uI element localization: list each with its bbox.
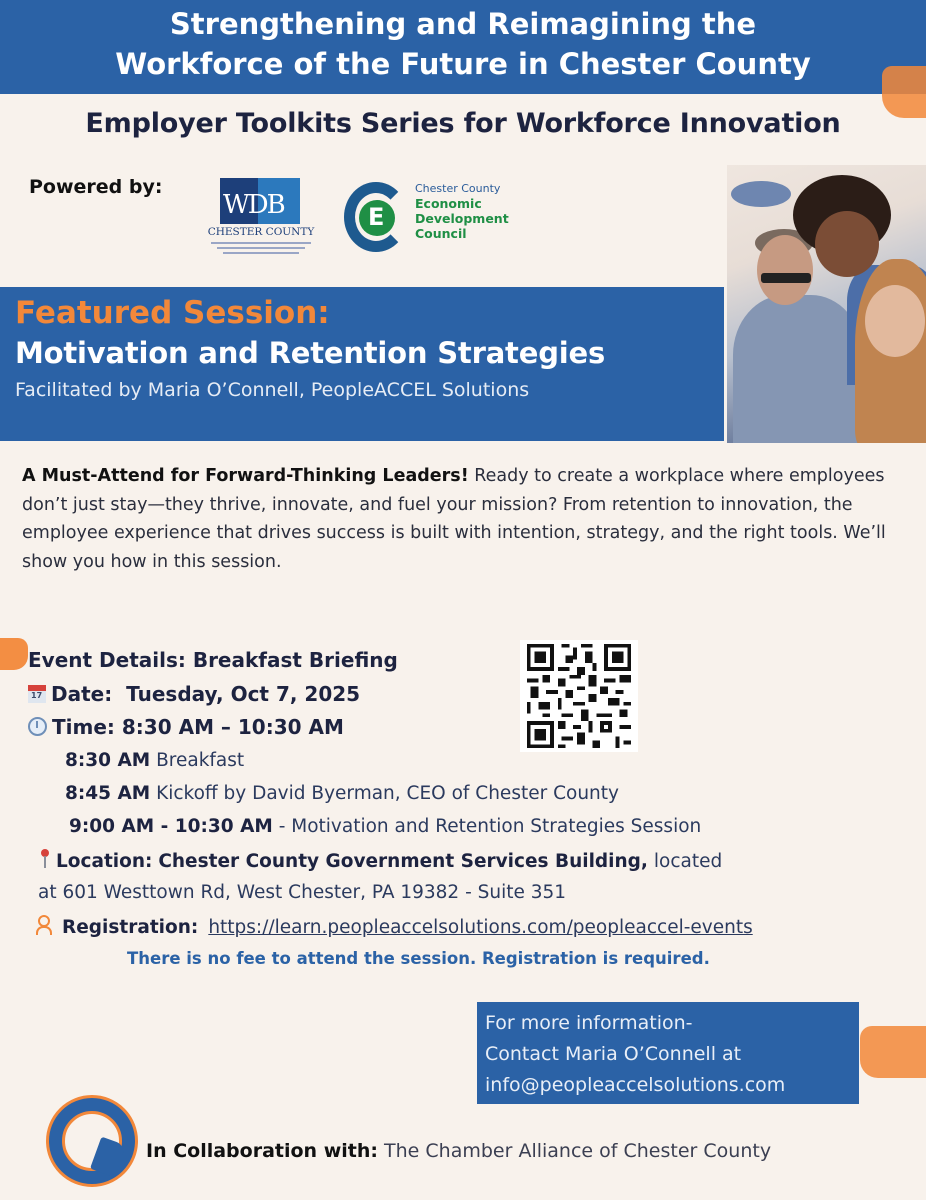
wdb-logo-name: CHESTER COUNTY bbox=[207, 226, 315, 238]
schedule-item: 9:00 AM - 10:30 AM - Motivation and Retention Strategies Session bbox=[69, 816, 702, 837]
wdb-logo: WDB CHESTER COUNTY bbox=[205, 176, 317, 260]
chamber-alliance-seal bbox=[46, 1095, 138, 1187]
event-date: 17Date: Tuesday, Oct 7, 2025 bbox=[28, 682, 360, 706]
contact-email[interactable]: info@peopleaccelsolutions.com bbox=[485, 1074, 786, 1096]
location-pin-icon bbox=[40, 849, 50, 869]
featured-kicker: Featured Session: bbox=[15, 295, 330, 331]
contact-line1: For more information- bbox=[485, 1012, 693, 1034]
series-subtitle: Employer Toolkits Series for Workforce Innovation bbox=[85, 108, 841, 139]
schedule-item: 8:30 AM Breakfast bbox=[65, 750, 245, 771]
qr-code-icon bbox=[520, 640, 638, 752]
ccedc-logo: E Chester County Economic Development Council bbox=[340, 178, 540, 258]
calendar-icon bbox=[28, 685, 46, 703]
qr-code[interactable] bbox=[520, 640, 638, 752]
fee-note: There is no fee to attend the session. Registration is required. bbox=[127, 949, 710, 968]
collaboration-line: In Collaboration with: The Chamber Alliance of Chester County bbox=[146, 1140, 772, 1162]
event-time: Time: 8:30 AM – 10:30 AM bbox=[28, 715, 344, 739]
banner-title-line2: Workforce of the Future in Chester County bbox=[115, 47, 811, 81]
intro-paragraph bbox=[22, 462, 892, 576]
orange-paint-splash bbox=[0, 638, 28, 670]
orange-paint-splash bbox=[860, 1026, 926, 1078]
event-registration: Registration: https://learn.peopleaccelsolutions.com/peopleaccel-events bbox=[36, 915, 753, 938]
featured-session-panel bbox=[0, 287, 724, 441]
schedule-item: 8:45 AM Kickoff by David Byerman, CEO of Chester County bbox=[65, 783, 619, 804]
intro-lead: A Must-Attend for Forward-Thinking Leaders! bbox=[22, 466, 469, 486]
person-icon bbox=[36, 915, 56, 935]
event-address: at 601 Westtown Rd, West Chester, PA 19382 - Suite 351 bbox=[38, 882, 567, 903]
top-banner bbox=[0, 0, 926, 94]
contact-box bbox=[477, 1002, 859, 1104]
ccedc-logo-e-icon bbox=[359, 200, 395, 236]
team-photo bbox=[727, 165, 926, 443]
event-heading: Event Details: Breakfast Briefing bbox=[28, 648, 398, 672]
powered-by-label: Powered by: bbox=[29, 176, 163, 198]
banner-title-line1: Strengthening and Reimagining the bbox=[169, 7, 757, 41]
facilitator: Facilitated by Maria O’Connell, PeopleACCEL Solutions bbox=[15, 379, 530, 401]
registration-link[interactable]: https://learn.peopleaccelsolutions.com/peopleaccel-events bbox=[208, 917, 753, 938]
county-map-icon bbox=[90, 1137, 126, 1178]
session-title: Motivation and Retention Strategies bbox=[15, 336, 606, 370]
event-location: Location: Chester County Government Services Building, located bbox=[36, 849, 722, 872]
contact-line2: Contact Maria O’Connell at bbox=[485, 1043, 742, 1065]
clock-icon bbox=[28, 717, 47, 736]
intro-body: Ready to create a workplace where employees don’t just stay—they thrive, innovate, and fuel your mission? From retention to innovation, the employee experience that drives success is built with intention, strategy, and the right tools. We’ll show you how in this session. bbox=[22, 466, 886, 572]
